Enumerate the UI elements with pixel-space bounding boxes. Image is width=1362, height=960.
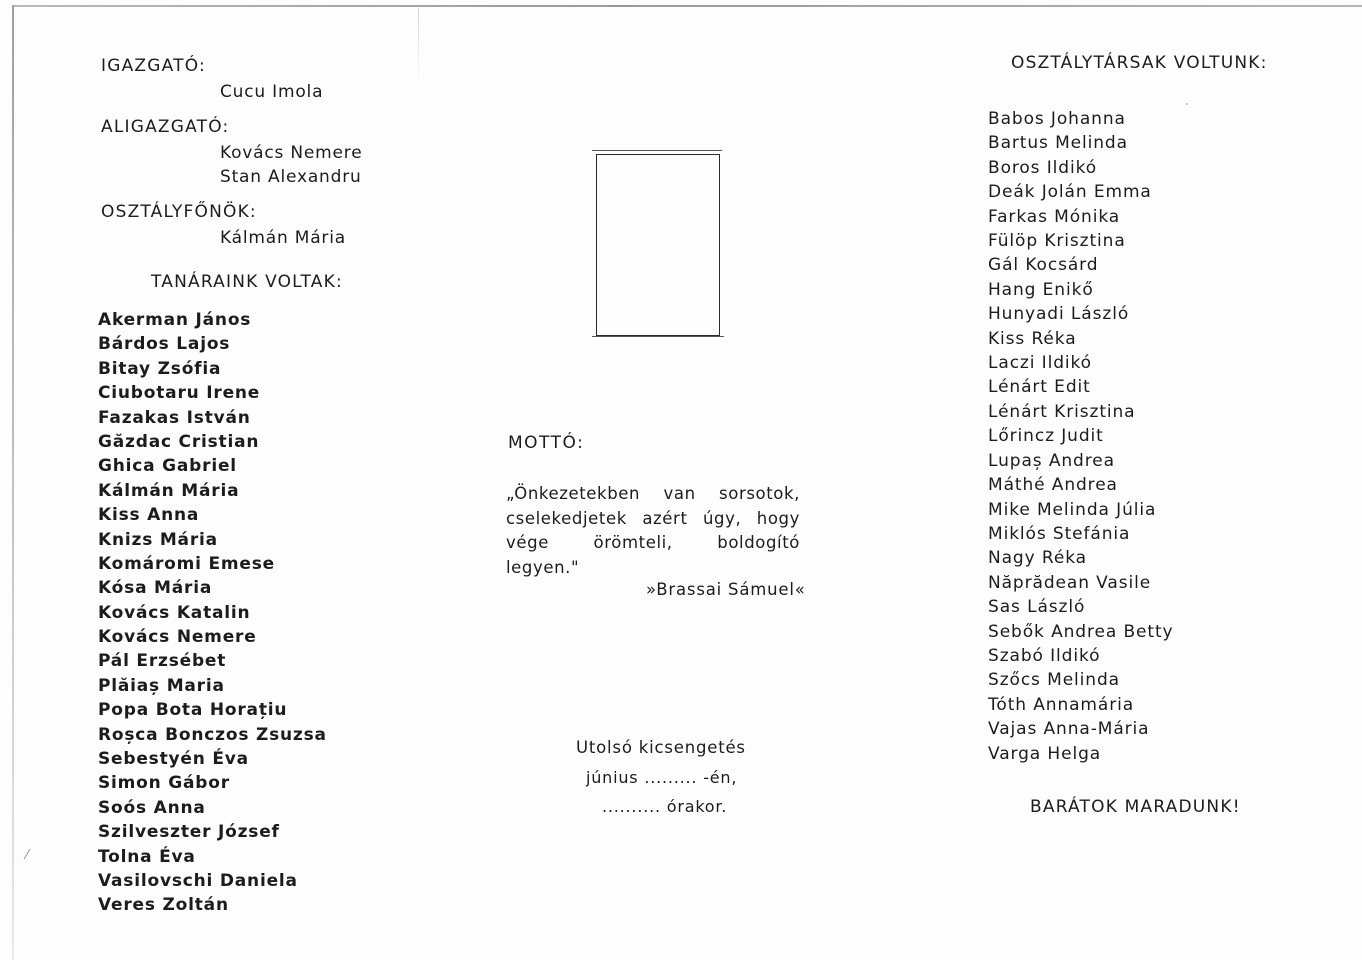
teacher-name: Găzdac Cristian: [98, 431, 260, 452]
role-names: [98, 226, 398, 251]
teacher-name: Pál Erzsébet: [98, 651, 227, 672]
teacher-list: [98, 308, 398, 918]
teacher-name: Kósa Mária: [98, 578, 213, 599]
teacher-name: Bitay Zsófia: [98, 358, 222, 379]
role-names: [98, 80, 398, 105]
time-line: .......... órakor.: [602, 797, 728, 816]
last-bell-title: Utolsó kicsengetés: [576, 738, 746, 757]
role-name: Kovács Nemere: [220, 142, 363, 163]
teacher-name: Kovács Katalin: [98, 602, 251, 623]
classmate-name: Hang Enikő: [988, 279, 1094, 300]
classmate-name: Sebők Andrea Betty: [988, 621, 1174, 642]
role-names: [98, 141, 398, 190]
classmate-name: Gál Kocsárd: [988, 255, 1099, 276]
classmate-name: Nagy Réka: [988, 548, 1087, 569]
classmate-name: Miklós Stefánia: [988, 523, 1131, 544]
teachers-heading: TANÁRAINK VOLTAK:: [151, 272, 343, 292]
classmate-name: Farkas Mónika: [988, 206, 1121, 227]
closing-line: BARÁTOK MARADUNK!: [1030, 797, 1241, 817]
photo-frame-top-line: [592, 150, 722, 151]
classmate-name: Deák Jolán Emma: [988, 182, 1152, 203]
teacher-name: Vasilovschi Daniela: [98, 870, 298, 891]
scan-edge-top: [12, 5, 1362, 7]
photo-frame-bottom-line: [592, 336, 724, 337]
classmate-name: Năprădean Vasile: [988, 572, 1152, 593]
classmate-name: Mike Melinda Júlia: [988, 499, 1157, 520]
teacher-name: Popa Bota Horațiu: [98, 700, 288, 721]
teacher-name: Plăiaș Maria: [98, 675, 225, 696]
classmate-name: Szabó Ildikó: [988, 645, 1101, 666]
role-name: Kálmán Mária: [220, 227, 346, 248]
teacher-name: Simon Gábor: [98, 773, 230, 794]
classmate-list: [988, 107, 1174, 766]
role-class-teacher: [98, 198, 398, 251]
teacher-name: Komáromi Emese: [98, 553, 275, 574]
teacher-name: Knizs Mária: [98, 529, 218, 550]
classmate-name: Varga Helga: [988, 743, 1102, 764]
classmate-name: Tóth Annamária: [988, 694, 1135, 715]
classmate-name: Lénárt Edit: [988, 377, 1091, 398]
scan-edge-left: [12, 5, 14, 960]
motto-author: »Brassai Sámuel«: [646, 580, 806, 599]
teacher-name: Veres Zoltán: [98, 895, 229, 916]
teacher-name: Ghica Gabriel: [98, 456, 237, 477]
classmate-name: Fülöp Krisztina: [988, 231, 1126, 252]
stray-pen-mark: ⁄: [26, 848, 29, 863]
role-title: ALIGAZGATÓ:: [101, 116, 230, 137]
motto-quote: [506, 482, 800, 580]
teacher-name: Szilveszter József: [98, 822, 280, 843]
teacher-name: Bárdos Lajos: [98, 334, 231, 355]
classmate-name: Lénárt Krisztina: [988, 401, 1136, 422]
teacher-name: Kiss Anna: [98, 505, 200, 526]
teacher-name: Ciubotaru Irene: [98, 383, 261, 404]
teacher-name: Sebestyén Éva: [98, 749, 249, 770]
motto-label: MOTTÓ:: [508, 433, 585, 453]
role-title: OSZTÁLYFŐNÖK:: [101, 201, 257, 222]
classmate-name: Laczi Ildikó: [988, 353, 1092, 374]
motto-line: „Önkezetekben van sorsotok,: [506, 484, 800, 503]
classmate-name: Lupaș Andrea: [988, 450, 1115, 471]
staff-column: [98, 52, 398, 918]
teacher-name: Soós Anna: [98, 797, 206, 818]
classmate-name: Boros Ildikó: [988, 157, 1098, 178]
teacher-name: Tolna Éva: [98, 846, 196, 867]
role-principal: [98, 52, 398, 105]
role-title: IGAZGATÓ:: [101, 56, 206, 76]
role-vice-principal: [98, 113, 398, 190]
photo-placeholder: [596, 154, 720, 336]
teacher-name: Fazakas István: [98, 407, 251, 428]
teacher-name: Kálmán Mária: [98, 480, 240, 501]
fold-line: [418, 8, 419, 88]
role-name: Cucu Imola: [220, 82, 324, 102]
classmate-name: Sas László: [988, 597, 1086, 618]
classmates-heading: OSZTÁLYTÁRSAK VOLTUNK:: [1011, 53, 1268, 73]
date-line: június ......... -én,: [586, 768, 738, 787]
classmate-name: Máthé Andrea: [988, 475, 1118, 496]
classmate-name: Bartus Melinda: [988, 133, 1128, 154]
classmate-name: Kiss Réka: [988, 328, 1077, 349]
classmate-name: Lőrincz Judit: [988, 426, 1104, 447]
role-name: Stan Alexandru: [220, 167, 362, 187]
classmate-name: Szőcs Melinda: [988, 670, 1120, 691]
teacher-name: Kovács Nemere: [98, 627, 257, 648]
classmate-name: Babos Johanna: [988, 109, 1126, 129]
classmate-name: Hunyadi László: [988, 304, 1130, 325]
motto-line: vége örömteli, boldogító legyen.": [506, 533, 800, 577]
teacher-name: Roșca Bonczos Zsuzsa: [98, 724, 327, 745]
scan-speck: [1186, 103, 1188, 105]
teacher-name: Akerman János: [98, 310, 252, 330]
motto-line: cselekedjetek azért úgy, hogy: [506, 508, 800, 528]
classmate-name: Vajas Anna-Mária: [988, 719, 1150, 740]
